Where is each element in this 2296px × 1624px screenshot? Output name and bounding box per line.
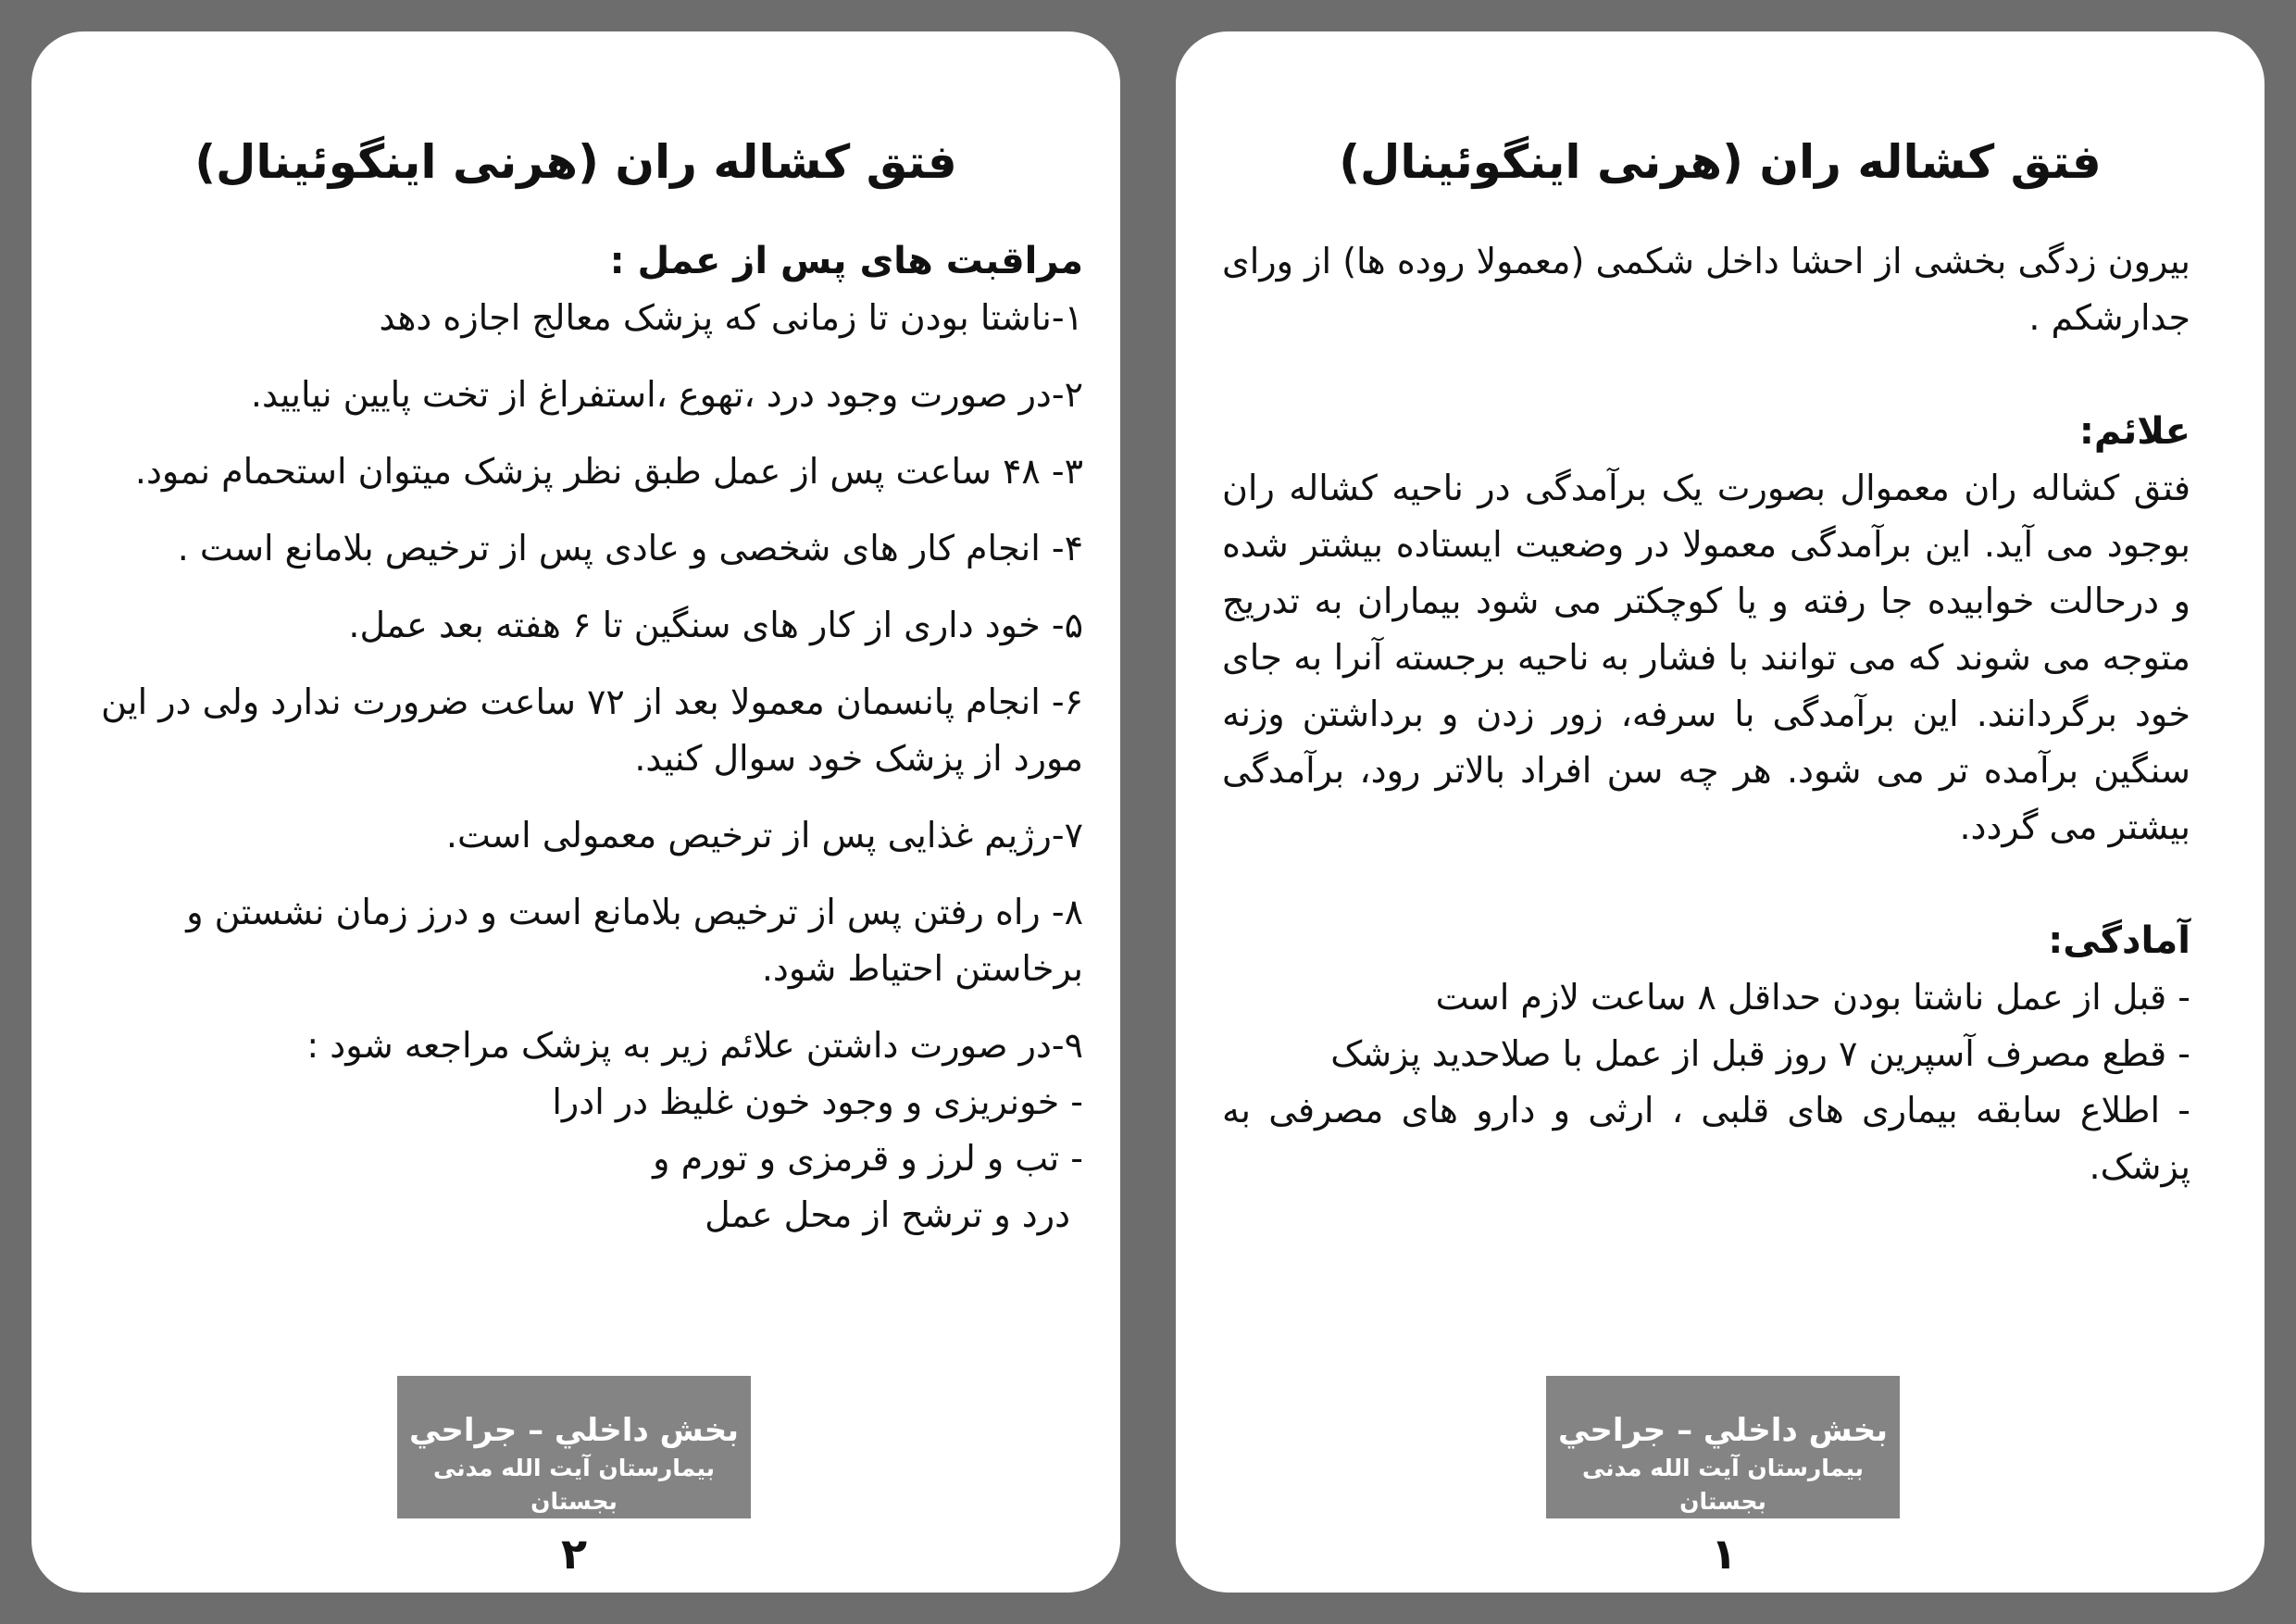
- care-item: ۵- خود داری از کار های سنگین تا ۶ هفته بعد عمل.: [348, 605, 1083, 645]
- department-footer: [397, 1376, 751, 1518]
- preparation-item: - قبل از عمل ناشتا بودن حداقل ۸ ساعت لازم است: [1435, 977, 2190, 1018]
- spacer: [1222, 856, 2190, 913]
- care-item: ۹-در صورت داشتن علائم زیر به پزشک مراجعه شود :: [306, 1025, 1083, 1066]
- preparation-heading: آمادگی:: [2048, 919, 2190, 962]
- care-item: ۳- ۴۸ ساعت پس از عمل طبق نظر پزشک میتوان استحمام نمود.: [134, 451, 1083, 492]
- spacer: [1222, 346, 2190, 404]
- department-name: بخش داخلي – جراحي: [409, 1412, 739, 1449]
- brochure-page-2: [31, 31, 1120, 1593]
- care-heading: مراقبت های پس از عمل :: [609, 240, 1083, 282]
- post-op-care-section: [98, 233, 1083, 1243]
- symptoms-heading: علائم:: [2078, 410, 2190, 453]
- brochure-page-1: [1176, 31, 2265, 1593]
- definition-text: بیرون زدگی بخشی از احشا داخل شکمی (معمولا روده ها) از ورای جدارشکم .: [1222, 241, 2190, 338]
- department-footer: [1546, 1376, 1900, 1518]
- hospital-name: بیمارستان آیت الله مدنی بجستان: [432, 1455, 716, 1515]
- page-number: ۱: [1710, 1529, 1738, 1579]
- hospital-name: بیمارستان آیت الله مدنی بجستان: [1581, 1455, 1865, 1515]
- care-item: ۸- راه رفتن پس از ترخیص بلامانع است و درز زمان نشستن و برخاستن احتیاط شود.: [186, 892, 1083, 989]
- preparation-item: - اطلاع سابقه بیماری های قلبی ، ارثی و دارو های مصرفی به پزشک.: [1222, 1090, 2190, 1187]
- page-title: فتق کشاله ران (هرنی اینگوئینال): [194, 135, 957, 189]
- warning-sign: - خونریزی و وجود خون غلیظ در ادرا: [552, 1081, 1083, 1122]
- care-item: ۱-ناشتا بودن تا زمانی که پزشک معالج اجازه دهد: [379, 297, 1083, 338]
- warning-sign: - تب و لرز و قرمزی و تورم و: [653, 1138, 1083, 1179]
- care-item: ۶- انجام پانسمان معمولا بعد از ۷۲ ساعت ضرورت ندارد ولی در این مورد از پزشک خود سوال کنید.: [101, 681, 1083, 779]
- department-name: بخش داخلي – جراحي: [1558, 1412, 1888, 1449]
- symptoms-text: فتق کشاله ران معموال بصورت یک برآمدگی در ناحیه کشاله ران بوجود می آید. این برآمدگی معمولا در وضعیت ایستاده بیشتر شده و درحالت خوابیده جا رفته و یا کوچکتر می شود بیماران به تدریج متوجه می شوند که می توانند با فشار به ناحیه برجسته آنرا به جای خود برگردانند. این برآمدگی با سرفه، زور زدن و برداشتن وزنه سنگین برآمده تر می شود. هر چه سن افراد بالاتر رود، برآمدگی بیشتر می گردد.: [1222, 468, 2190, 847]
- care-item: ۷-رژیم غذایی پس از ترخیص معمولی است.: [445, 815, 1083, 856]
- warning-sign: درد و ترشح از محل عمل: [705, 1194, 1070, 1235]
- care-item: ۲-در صورت وجود درد ،تهوع ،استفراغ از تخت پایین نیایید.: [250, 374, 1083, 415]
- intro-section: [1222, 233, 2190, 1195]
- page-title: فتق کشاله ران (هرنی اینگوئینال): [1339, 135, 2102, 189]
- page-number: ۲: [560, 1529, 588, 1579]
- preparation-item: - قطع مصرف آسپرین ۷ روز قبل از عمل با صلاحدید پزشک: [1330, 1033, 2190, 1074]
- care-item: ۴- انجام کار های شخصی و عادی پس از ترخیص بلامانع است .: [177, 528, 1083, 568]
